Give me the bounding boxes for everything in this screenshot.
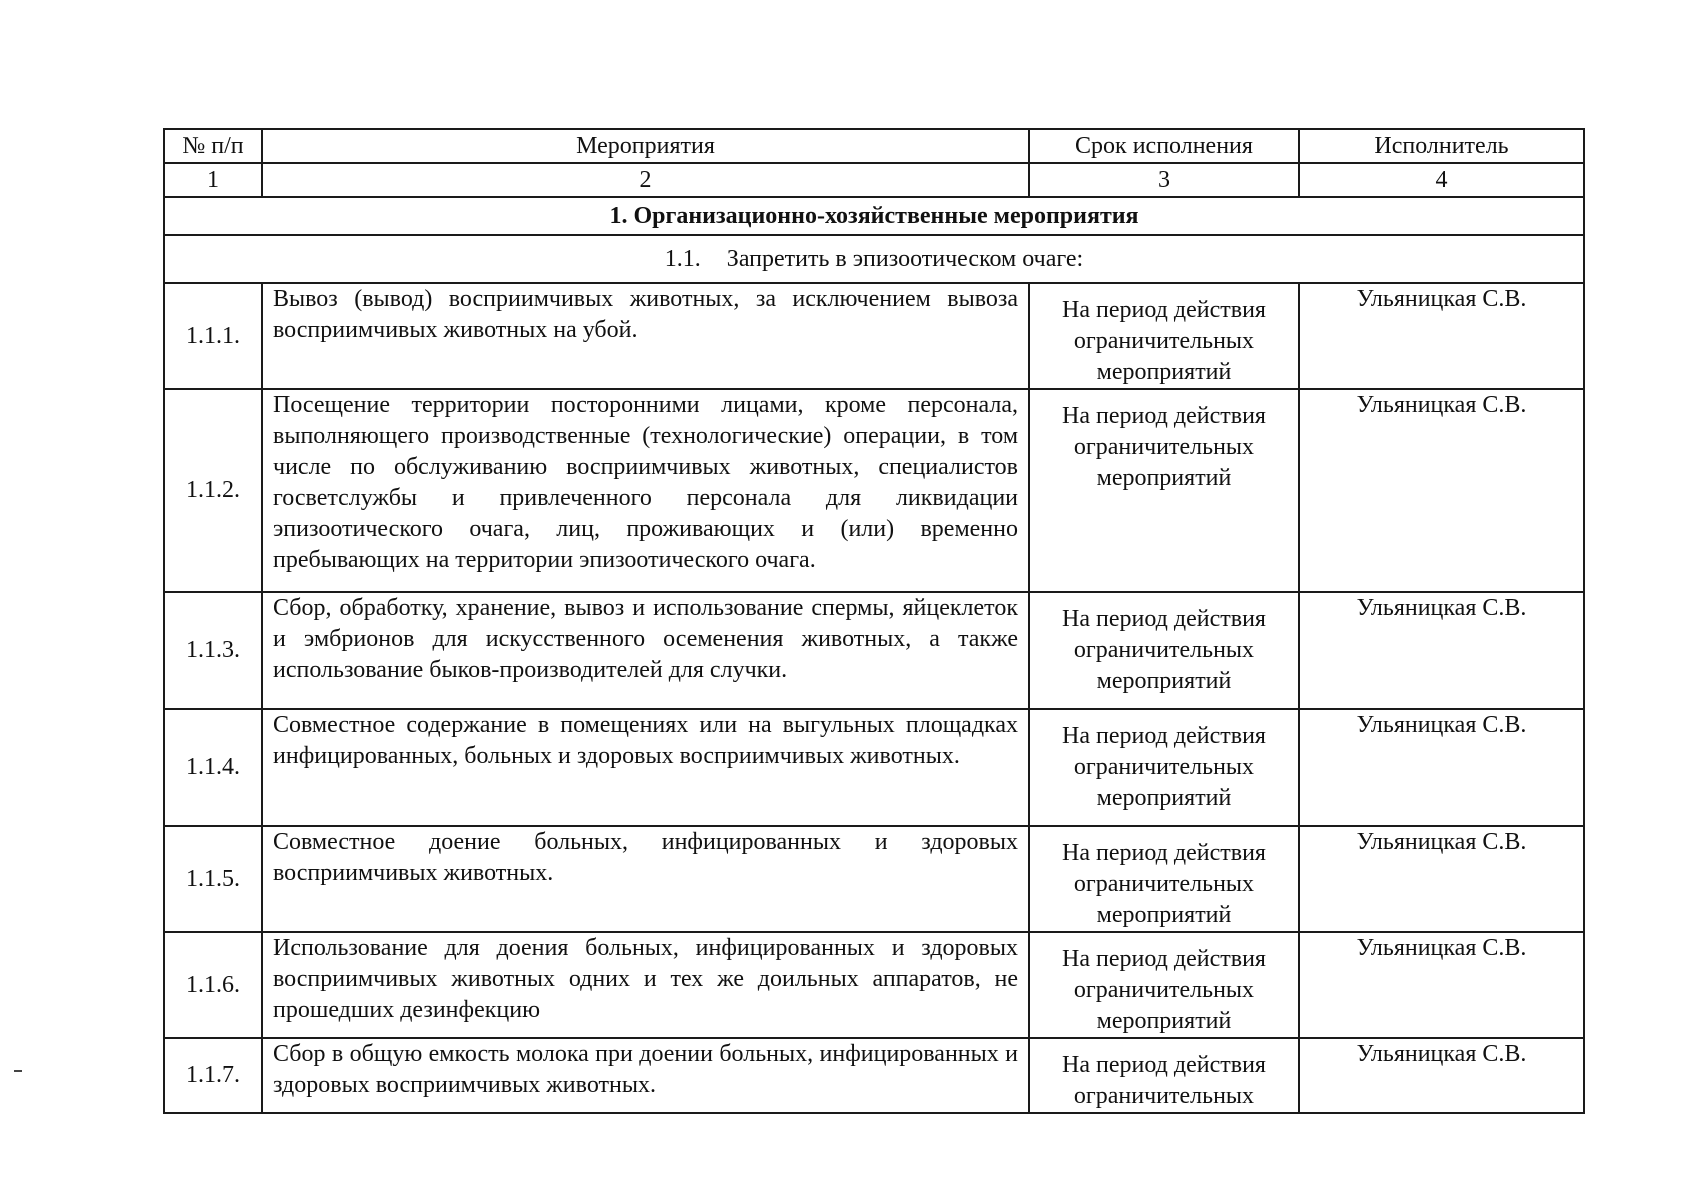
row-number: 1.1.2. bbox=[164, 389, 262, 592]
row-executor: Ульяницкая С.В. bbox=[1299, 932, 1584, 1038]
row-term: На период действия ограничительных мероприятий bbox=[1029, 932, 1299, 1038]
column-number-4: 4 bbox=[1299, 163, 1584, 197]
row-number: 1.1.1. bbox=[164, 283, 262, 389]
row-term: На период действия ограничительных мероприятий bbox=[1029, 826, 1299, 932]
row-executor: Ульяницкая С.В. bbox=[1299, 389, 1584, 592]
subsection-title: Запретить в эпизоотическом очаге: bbox=[726, 245, 1084, 272]
row-executor: Ульяницкая С.В. bbox=[1299, 592, 1584, 709]
row-executor: Ульяницкая С.В. bbox=[1299, 709, 1584, 826]
table-row bbox=[164, 1038, 1584, 1113]
table-row bbox=[164, 826, 1584, 932]
column-number-1: 1 bbox=[164, 163, 262, 197]
measures-table bbox=[163, 128, 1585, 1114]
subsection-number: 1.1. bbox=[664, 245, 701, 272]
row-number: 1.1.3. bbox=[164, 592, 262, 709]
row-term: На период действия ограничительных мероприятий bbox=[1029, 592, 1299, 709]
header-row bbox=[164, 129, 1584, 163]
row-executor: Ульяницкая С.В. bbox=[1299, 283, 1584, 389]
row-term: На период действия ограничительных мероприятий bbox=[1029, 389, 1299, 592]
row-term: На период действия ограничительных мероприятий bbox=[1029, 283, 1299, 389]
row-term: На период действия ограничительных bbox=[1029, 1038, 1299, 1113]
header-term: Срок исполнения bbox=[1029, 129, 1299, 163]
table-row bbox=[164, 283, 1584, 389]
section-row bbox=[164, 197, 1584, 235]
subsection-row bbox=[164, 235, 1584, 283]
row-executor: Ульяницкая С.В. bbox=[1299, 1038, 1584, 1113]
row-number: 1.1.4. bbox=[164, 709, 262, 826]
row-activity: Совместное содержание в помещениях или на выгульных площадках инфицированных, больных и здоровых восприимчивых животных. bbox=[262, 709, 1029, 826]
table-row bbox=[164, 592, 1584, 709]
row-number: 1.1.7. bbox=[164, 1038, 262, 1113]
row-activity: Посещение территории посторонними лицами, кроме персонала, выполняющего производственные (технологические) операции, в том числе по обслуживанию восприимчивых животных, специалистов госветслужбы и привлеченного персонала для ликвидации эпизоотического очага, лиц, проживающих и (или) временно пребывающих на территории эпизоотического очага. bbox=[262, 389, 1029, 592]
row-activity: Совместное доение больных, инфицированных и здоровых восприимчивых животных. bbox=[262, 826, 1029, 932]
header-activities: Мероприятия bbox=[262, 129, 1029, 163]
column-number-3: 3 bbox=[1029, 163, 1299, 197]
table-row bbox=[164, 932, 1584, 1038]
row-executor: Ульяницкая С.В. bbox=[1299, 826, 1584, 932]
row-activity: Вывоз (вывод) восприимчивых животных, за исключением вывоза восприимчивых животных на убой. bbox=[262, 283, 1029, 389]
table-row bbox=[164, 709, 1584, 826]
table-row bbox=[164, 389, 1584, 592]
row-term: На период действия ограничительных мероприятий bbox=[1029, 709, 1299, 826]
section-title: 1. Организационно-хозяйственные мероприятия bbox=[164, 197, 1584, 235]
header-executor: Исполнитель bbox=[1299, 129, 1584, 163]
row-number: 1.1.6. bbox=[164, 932, 262, 1038]
subsection-cell bbox=[164, 235, 1584, 283]
header-number: № п/п bbox=[164, 129, 262, 163]
column-number-row bbox=[164, 163, 1584, 197]
column-number-2: 2 bbox=[262, 163, 1029, 197]
row-activity: Использование для доения больных, инфицированных и здоровых восприимчивых животных одних и тех же доильных аппаратов, не прошедших дезинфекцию bbox=[262, 932, 1029, 1038]
row-number: 1.1.5. bbox=[164, 826, 262, 932]
row-activity: Сбор, обработку, хранение, вывоз и использование спермы, яйцеклеток и эмбрионов для искусственного осеменения животных, а также использование быков-производителей для случки. bbox=[262, 592, 1029, 709]
row-activity: Сбор в общую емкость молока при доении больных, инфицированных и здоровых восприимчивых животных. bbox=[262, 1038, 1029, 1113]
margin-dash bbox=[14, 1070, 22, 1072]
